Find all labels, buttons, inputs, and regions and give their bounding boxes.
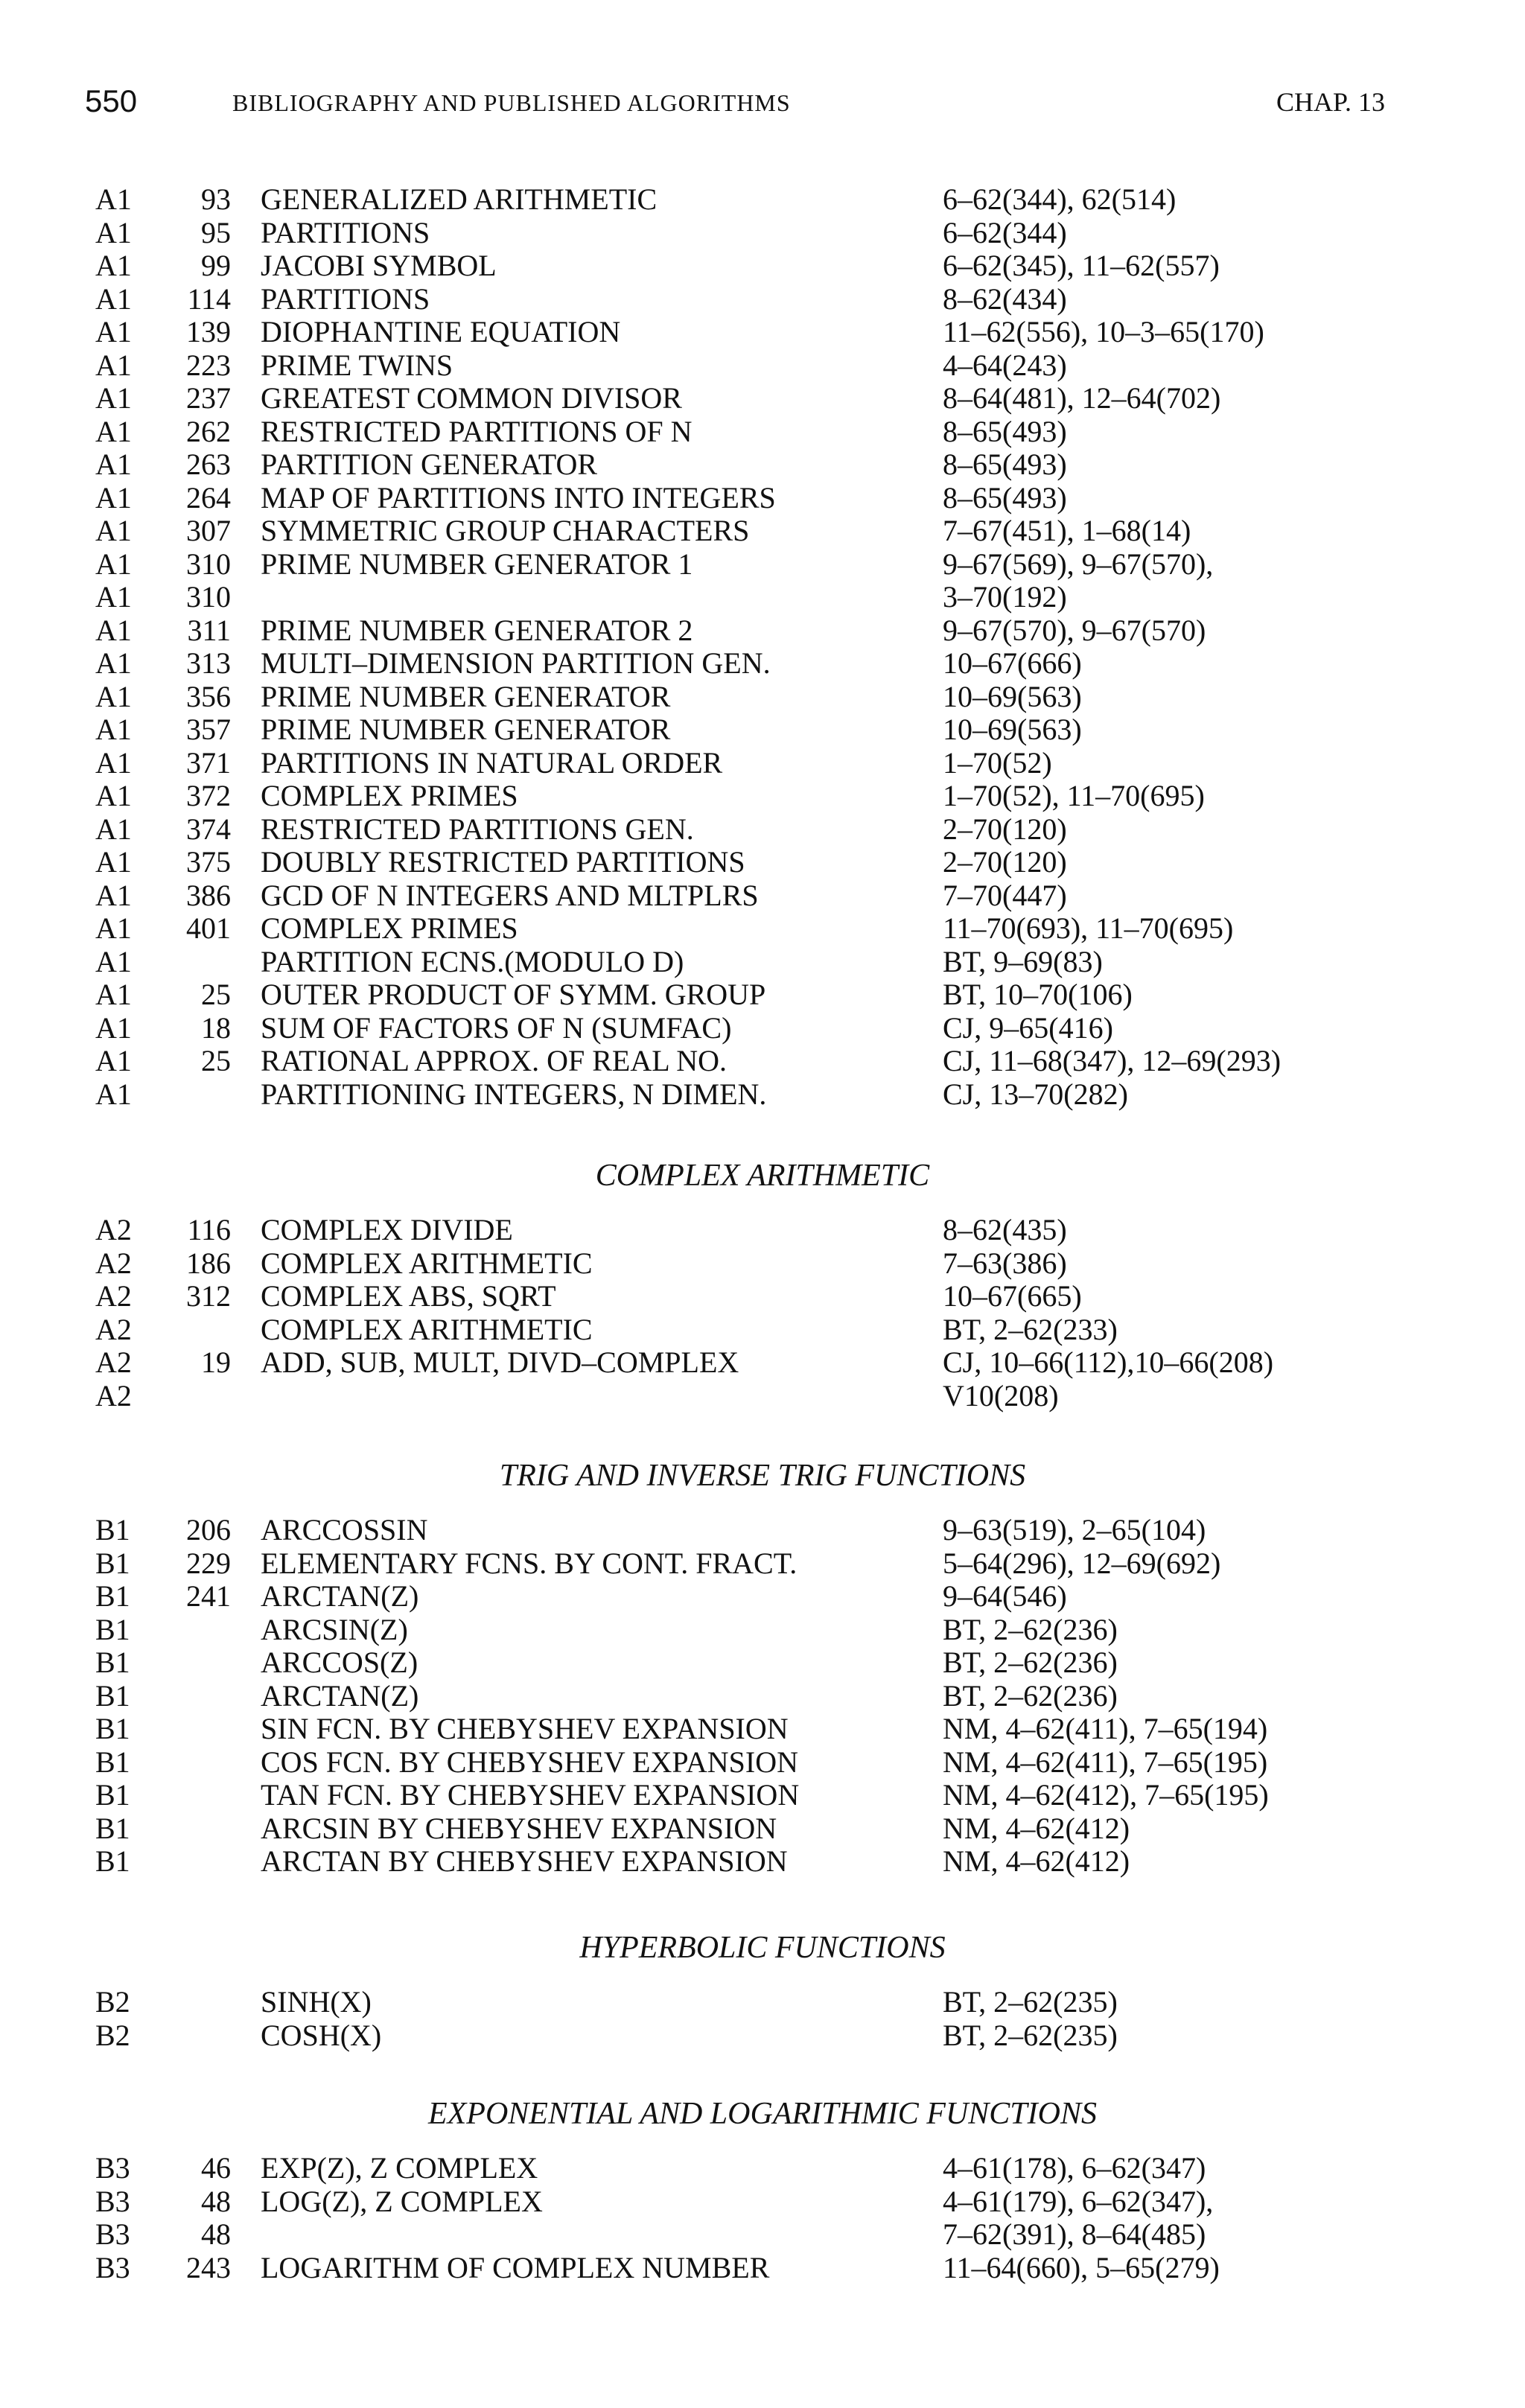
category-code: B1 [95,1844,130,1878]
algorithm-number: 18 [201,1010,231,1045]
category-code: B1 [95,1612,130,1646]
algorithm-row [0,548,1525,581]
algorithm-name: OUTER PRODUCT OF SYMM. GROUP [261,978,766,1011]
algorithm-row [0,1779,1525,1812]
citation-reference: BT, 10–70(106) [943,978,1133,1011]
algorithm-name: ADD, SUB, MULT, DIVD–COMPLEX [261,1345,739,1379]
citation-reference: 3–70(192) [943,580,1067,614]
algorithm-row [0,1812,1525,1845]
algorithm-number: 223 [186,348,231,382]
algorithm-row [0,2152,1525,2185]
citation-reference: 8–65(493) [943,480,1067,515]
algorithm-row [0,1746,1525,1779]
citation-reference: 10–69(563) [943,713,1082,746]
algorithm-row [0,2218,1525,2251]
category-code: A1 [95,646,132,680]
category-code: A1 [95,1077,132,1111]
citation-reference: NM, 4–62(411), 7–65(194) [943,1712,1268,1745]
algorithm-row [0,747,1525,780]
algorithm-name: PARTITIONS [261,281,430,316]
category-code: B3 [95,2184,130,2218]
category-code: B1 [95,1579,130,1613]
category-code: A1 [95,480,132,515]
algorithm-number: 374 [186,812,231,846]
citation-reference: 9–67(569), 9–67(570), [943,547,1214,581]
algorithm-row [0,183,1525,216]
algorithm-row [0,1614,1525,1646]
citation-reference: 6–62(344) [943,215,1067,249]
category-code: A1 [95,215,132,249]
category-code: B1 [95,1811,130,1845]
algorithm-name: COMPLEX PRIMES [261,779,518,812]
algorithm-row [0,515,1525,547]
page-header [85,83,1425,136]
algorithm-number: 46 [201,2151,231,2185]
citation-reference: 10–67(665) [943,1279,1082,1313]
category-code: A1 [95,414,132,448]
algorithm-name: SINH(X) [261,1985,372,2019]
algorithm-number: 310 [186,580,231,614]
algorithm-number: 243 [186,2250,231,2284]
algorithm-number: 48 [201,2217,231,2251]
algorithm-number: 372 [186,779,231,812]
algorithm-name: COMPLEX PRIMES [261,911,518,945]
category-code: A2 [95,1246,132,1280]
citation-reference: V10(208) [943,1378,1059,1412]
citation-reference: 4–64(243) [943,348,1067,382]
algorithm-number: 48 [201,2184,231,2218]
category-code: A1 [95,249,132,282]
algorithm-row [0,283,1525,316]
algorithm-name: PARTITIONING INTEGERS, N DIMEN. [261,1077,767,1111]
citation-reference: 5–64(296), 12–69(692) [943,1546,1221,1580]
citation-reference: 10–67(666) [943,646,1082,680]
algorithm-name: EXP(Z), Z COMPLEX [261,2151,538,2185]
algorithm-row [0,1580,1525,1613]
category-code: A1 [95,547,132,581]
algorithm-name: GCD OF N INTEGERS AND MLTPLRS [261,878,759,912]
algorithm-name: GREATEST COMMON DIVISOR [261,381,682,415]
citation-reference: 7–62(391), 8–64(485) [943,2217,1206,2251]
algorithm-row [0,2252,1525,2284]
algorithm-number: 186 [186,1246,231,1280]
category-code: B2 [95,1985,130,2019]
algorithm-row [0,415,1525,448]
algorithm-name: TAN FCN. BY CHEBYSHEV EXPANSION [261,1778,800,1812]
category-code: A1 [95,1044,132,1077]
category-code: A1 [95,878,132,912]
category-code: A2 [95,1279,132,1313]
category-code: A1 [95,845,132,879]
algorithm-number: 263 [186,447,231,481]
algorithm-name: JACOBI SYMBOL [261,249,497,282]
algorithm-row [0,946,1525,978]
citation-reference: BT, 9–69(83) [943,944,1103,978]
citation-reference: 10–69(563) [943,679,1082,713]
category-code: A2 [95,1213,132,1246]
algorithm-number: 139 [186,315,231,348]
algorithm-name: RESTRICTED PARTITIONS GEN. [261,812,694,846]
citation-reference: 6–62(345), 11–62(557) [943,249,1220,282]
citation-reference: BT, 2–62(235) [943,1985,1118,2019]
algorithm-row [0,1045,1525,1077]
algorithm-row [0,846,1525,879]
algorithm-row [0,1646,1525,1679]
algorithm-name: RATIONAL APPROX. OF REAL NO. [261,1044,727,1077]
citation-reference: BT, 2–62(233) [943,1312,1118,1346]
citation-reference: 11–62(556), 10–3–65(170) [943,315,1264,348]
citation-reference: BT, 2–62(236) [943,1612,1118,1646]
algorithm-name: ARCTAN BY CHEBYSHEV EXPANSION [261,1844,788,1878]
algorithm-number: 310 [186,547,231,581]
category-code: B3 [95,2151,130,2185]
citation-reference: 11–70(693), 11–70(695) [943,911,1234,945]
section-heading: HYPERBOLIC FUNCTIONS [579,1931,946,1965]
category-code: A1 [95,978,132,1011]
algorithm-row [0,614,1525,647]
algorithm-row [0,1214,1525,1246]
category-code: A2 [95,1312,132,1346]
algorithm-name: COS FCN. BY CHEBYSHEV EXPANSION [261,1745,799,1779]
algorithm-row [0,316,1525,348]
algorithm-row [0,2019,1525,2052]
algorithm-number: 264 [186,480,231,515]
algorithm-name: GENERALIZED ARITHMETIC [261,182,658,216]
algorithm-number: 375 [186,845,231,879]
algorithm-name: MAP OF PARTITIONS INTO INTEGERS [261,480,776,515]
algorithm-number: 313 [186,646,231,680]
algorithm-name: PRIME NUMBER GENERATOR 1 [261,547,693,581]
algorithm-name: DOUBLY RESTRICTED PARTITIONS [261,845,745,879]
algorithm-number: 19 [201,1345,231,1379]
algorithm-number: 386 [186,878,231,912]
category-code: A1 [95,745,132,780]
algorithm-row [0,1514,1525,1547]
algorithm-number: 356 [186,679,231,713]
page-number: 550 [85,83,138,118]
category-code: A1 [95,944,132,978]
category-code: A1 [95,613,132,647]
category-code: B1 [95,1513,130,1547]
algorithm-name: COMPLEX ARITHMETIC [261,1312,593,1346]
citation-reference: 9–63(519), 2–65(104) [943,1513,1206,1547]
algorithm-row [0,1713,1525,1745]
algorithm-row [0,217,1525,249]
category-code: A1 [95,580,132,614]
category-code: A1 [95,911,132,945]
algorithm-name: PRIME NUMBER GENERATOR [261,713,671,746]
category-code: A1 [95,812,132,846]
citation-reference: BT, 2–62(235) [943,2018,1118,2052]
algorithm-row [0,978,1525,1011]
category-code: A2 [95,1345,132,1379]
algorithm-row [0,581,1525,614]
algorithm-row [0,912,1525,945]
algorithm-row [0,1247,1525,1280]
category-code: A1 [95,713,132,746]
citation-reference: BT, 2–62(236) [943,1646,1118,1679]
algorithm-name: ARCCOSSIN [261,1513,428,1547]
citation-reference: CJ, 11–68(347), 12–69(293) [943,1044,1282,1077]
algorithm-number: 241 [186,1579,231,1613]
algorithm-name: ARCSIN(Z) [261,1612,408,1646]
algorithm-row [0,2185,1525,2218]
category-code: A1 [95,679,132,713]
category-code: B3 [95,2217,130,2251]
algorithm-name: ARCTAN(Z) [261,1678,419,1713]
category-code: A1 [95,447,132,481]
algorithm-row [0,681,1525,713]
algorithm-row [0,448,1525,481]
algorithm-row [0,482,1525,515]
category-code: A1 [95,779,132,812]
category-code: A1 [95,348,132,382]
algorithm-name: SUM OF FACTORS OF N (SUMFAC) [261,1010,732,1045]
category-code: B2 [95,2018,130,2052]
algorithm-number: 95 [201,215,231,249]
algorithm-row [0,647,1525,680]
algorithm-row [0,349,1525,382]
category-code: A2 [95,1378,132,1412]
citation-reference: 1–70(52) [943,745,1052,780]
category-code: A1 [95,381,132,415]
citation-reference: NM, 4–62(412) [943,1844,1130,1878]
citation-reference: 8–65(493) [943,414,1067,448]
algorithm-name: DIOPHANTINE EQUATION [261,315,621,348]
algorithm-row [0,382,1525,415]
algorithm-number: 93 [201,182,231,216]
algorithm-number: 312 [186,1279,231,1313]
algorithm-row [0,249,1525,282]
category-code: A1 [95,1010,132,1045]
citation-reference: BT, 2–62(236) [943,1678,1118,1713]
algorithm-name: LOGARITHM OF COMPLEX NUMBER [261,2250,770,2284]
algorithm-name: ARCSIN BY CHEBYSHEV EXPANSION [261,1811,777,1845]
algorithm-name: PARTITION ECNS.(MODULO D) [261,944,684,978]
algorithm-name: PARTITIONS IN NATURAL ORDER [261,745,723,780]
chapter-label: CHAP. 13 [1276,87,1386,117]
citation-reference: 9–67(570), 9–67(570) [943,613,1206,647]
algorithm-name: ELEMENTARY FCNS. BY CONT. FRACT. [261,1546,797,1580]
algorithm-row [0,1012,1525,1045]
algorithm-name: COSH(X) [261,2018,382,2052]
algorithm-number: 307 [186,514,231,547]
algorithm-row [0,713,1525,746]
algorithm-number: 311 [187,613,231,647]
algorithm-name: COMPLEX ARITHMETIC [261,1246,593,1280]
algorithm-name: SYMMETRIC GROUP CHARACTERS [261,514,750,547]
algorithm-row [0,1547,1525,1580]
algorithm-number: 401 [186,911,231,945]
algorithm-number: 357 [186,713,231,746]
algorithm-row [0,780,1525,812]
algorithm-name: PRIME TWINS [261,348,453,382]
citation-reference: CJ, 9–65(416) [943,1010,1113,1045]
algorithm-name: COMPLEX ABS, SQRT [261,1279,556,1313]
citation-reference: NM, 4–62(411), 7–65(195) [943,1745,1268,1779]
algorithm-row [0,813,1525,846]
algorithm-name: RESTRICTED PARTITIONS OF N [261,414,693,448]
algorithm-number: 99 [201,249,231,282]
category-code: A1 [95,315,132,348]
algorithm-name: SIN FCN. BY CHEBYSHEV EXPANSION [261,1712,789,1745]
algorithm-name: ARCTAN(Z) [261,1579,419,1613]
citation-reference: 7–70(447) [943,878,1067,912]
algorithm-row [0,1680,1525,1713]
citation-reference: 9–64(546) [943,1579,1067,1613]
algorithm-number: 114 [187,281,231,316]
algorithm-row [0,1845,1525,1878]
citation-reference: 7–63(386) [943,1246,1067,1280]
category-code: B1 [95,1678,130,1713]
algorithm-number: 206 [186,1513,231,1547]
algorithm-row [0,1380,1525,1412]
algorithm-row [0,1313,1525,1346]
citation-reference: CJ, 13–70(282) [943,1077,1128,1111]
citation-reference: 11–64(660), 5–65(279) [943,2250,1220,2284]
algorithm-name: COMPLEX DIVIDE [261,1213,513,1246]
citation-reference: 8–62(435) [943,1213,1067,1246]
category-code: B1 [95,1712,130,1745]
algorithm-number: 371 [186,745,231,780]
algorithm-row [0,1078,1525,1111]
citation-reference: 2–70(120) [943,812,1067,846]
algorithm-number: 116 [187,1213,231,1246]
citation-reference: NM, 4–62(412) [943,1811,1130,1845]
category-code: A1 [95,514,132,547]
section-heading: COMPLEX ARITHMETIC [595,1159,930,1193]
category-code: B1 [95,1546,130,1580]
algorithm-name: MULTI–DIMENSION PARTITION GEN. [261,646,771,680]
citation-reference: 8–64(481), 12–64(702) [943,381,1221,415]
algorithm-row [0,1280,1525,1313]
category-code: B1 [95,1646,130,1679]
citation-reference: 2–70(120) [943,845,1067,879]
category-code: A1 [95,182,132,216]
algorithm-row [0,1346,1525,1379]
algorithm-name: PARTITION GENERATOR [261,447,598,481]
algorithm-number: 25 [201,978,231,1011]
algorithm-name: PRIME NUMBER GENERATOR [261,679,671,713]
category-code: B3 [95,2250,130,2284]
citation-reference: NM, 4–62(412), 7–65(195) [943,1778,1269,1812]
algorithm-number: 25 [201,1044,231,1077]
running-title: BIBLIOGRAPHY AND PUBLISHED ALGORITHMS [232,89,791,116]
category-code: A1 [95,281,132,316]
citation-reference: 8–65(493) [943,447,1067,481]
category-code: B1 [95,1778,130,1812]
algorithm-number: 229 [186,1546,231,1580]
citation-reference: 7–67(451), 1–68(14) [943,514,1191,547]
algorithm-number: 237 [186,381,231,415]
citation-reference: 4–61(179), 6–62(347), [943,2184,1214,2218]
algorithm-number: 262 [186,414,231,448]
section-heading: TRIG AND INVERSE TRIG FUNCTIONS [499,1459,1026,1493]
algorithm-name: LOG(Z), Z COMPLEX [261,2184,543,2218]
algorithm-name: PRIME NUMBER GENERATOR 2 [261,613,693,647]
algorithm-name: ARCCOS(Z) [261,1646,418,1679]
citation-reference: 8–62(434) [943,281,1067,316]
algorithm-name: PARTITIONS [261,215,430,249]
citation-reference: 4–61(178), 6–62(347) [943,2151,1206,2185]
algorithm-row [0,879,1525,912]
category-code: B1 [95,1745,130,1779]
citation-reference: 6–62(344), 62(514) [943,182,1177,216]
section-heading: EXPONENTIAL AND LOGARITHMIC FUNCTIONS [427,2097,1098,2131]
citation-reference: CJ, 10–66(112),10–66(208) [943,1345,1274,1379]
algorithm-row [0,1986,1525,2019]
citation-reference: 1–70(52), 11–70(695) [943,779,1205,812]
